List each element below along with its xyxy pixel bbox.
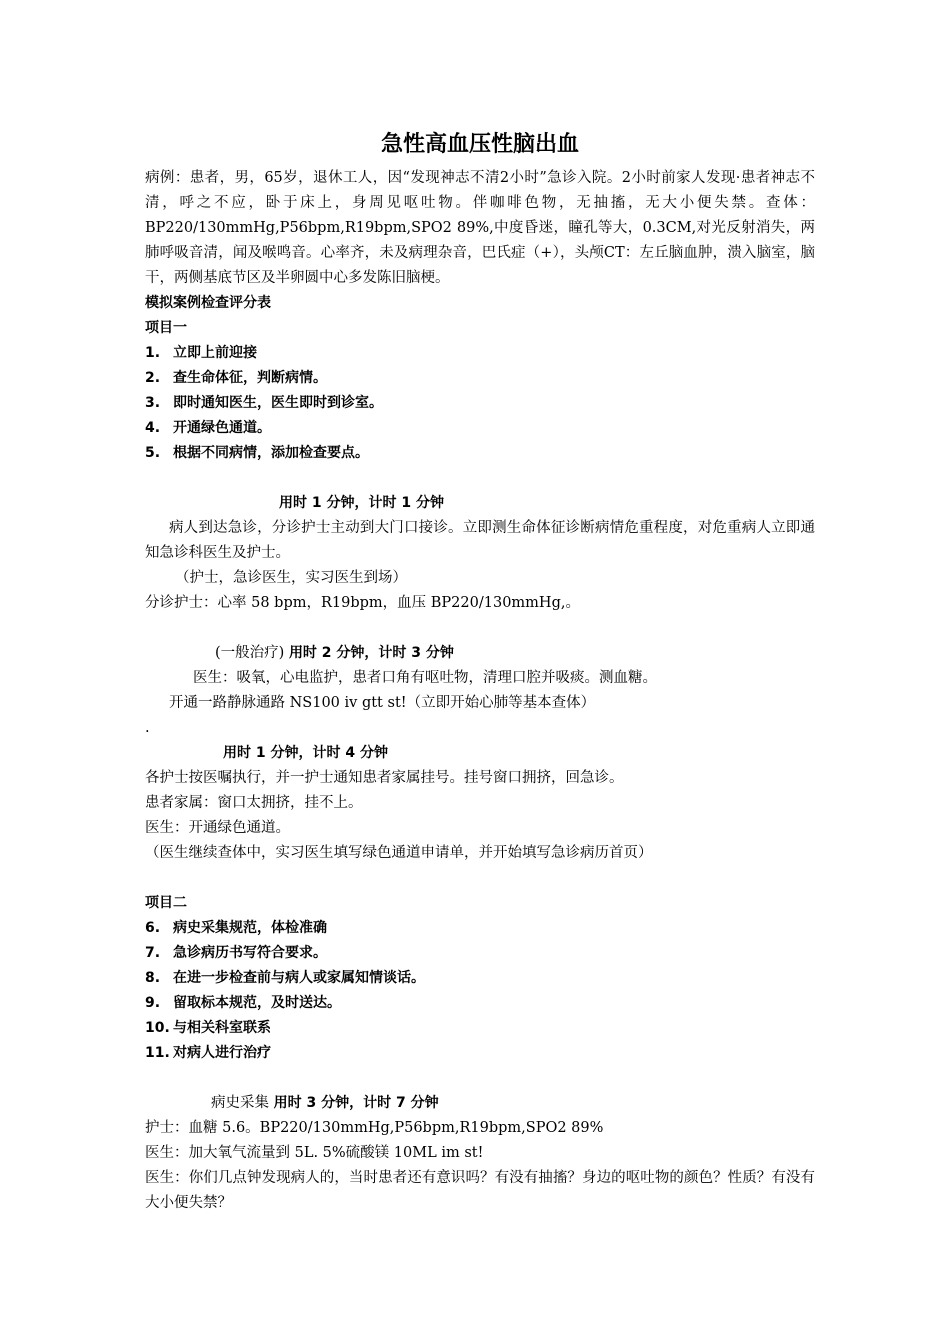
list-item: 6. 病史采集规范，体检准确 <box>145 920 327 936</box>
section3-line1: 各护士按医嘱执行，并一护士通知患者家属挂号。挂号窗口拥挤，回急诊。 <box>145 770 624 786</box>
list-item: 11. 对病人进行治疗 <box>145 1045 271 1061</box>
document-page <box>145 130 815 1216</box>
section2-doctor-order: 医生：吸氧，心电监护，患者口角有呕吐物，清理口腔并吸痰。测血糖。 <box>193 670 657 686</box>
section3-line2: 患者家属：窗口太拥挤，挂不上。 <box>145 795 363 811</box>
section1-paragraph: 病人到达急诊，分诊护士主动到大门口接诊。立即测生命体征诊断病情危重程度，对危重病人立即通知急诊科医生及护士。 <box>145 520 815 561</box>
section1-vitals: 分诊护士：心率 58 bpm，R19bpm，血压 BP220/130mmHg,。 <box>145 595 580 611</box>
section2-dot: . <box>145 720 150 736</box>
list-item: 2. 查生命体征，判断病情。 <box>145 370 327 386</box>
table-heading: 模拟案例检查评分表 <box>145 295 271 311</box>
list-item: 8. 在进一步检查前与病人或家属知情谈话。 <box>145 970 425 986</box>
project1-heading: 项目一 <box>145 320 187 336</box>
list-item: 1. 立即上前迎接 <box>145 345 257 361</box>
section2-time-line <box>145 641 815 666</box>
section2-time: 用时 2 分钟，计时 3 分钟 <box>288 645 454 661</box>
section3-time: 用时 1 分钟，计时 4 分钟 <box>223 745 388 761</box>
list-item: 7. 急诊病历书写符合要求。 <box>145 945 327 961</box>
document-title: 急性高血压性脑出血 <box>380 132 579 157</box>
section4-doctor-question: 医生：你们几点钟发现病人的，当时患者还有意识吗？有没有抽搐？身边的呕吐物的颜色？性质？有没有大小便失禁？ <box>145 1170 815 1211</box>
project1-list <box>145 341 815 466</box>
section4-doctor-order: 医生：加大氧气流量到 5L. 5%硫酸镁 10ML im st! <box>145 1145 484 1161</box>
section3-line3: 医生：开通绿色通道。 <box>145 820 290 836</box>
section4-time-line <box>145 1091 815 1116</box>
section2-iv-line: 开通一路静脉通路 NS100 iv gtt st!（立即开始心肺等基本查体） <box>169 695 596 711</box>
project2-list <box>145 916 815 1066</box>
list-item: 4. 开通绿色通道。 <box>145 420 271 436</box>
section1-time: 用时 1 分钟，计时 1 分钟 <box>279 495 444 511</box>
section2-prefix: (一般治疗) <box>215 645 285 661</box>
section4-nurse: 护士：血糖 5.6。BP220/130mmHg,P56bpm,R19bpm,SPO2 89% <box>145 1120 604 1136</box>
section4-prefix: 病史采集 <box>211 1095 269 1111</box>
section1-note: （护士，急诊医生，实习医生到场） <box>175 570 407 586</box>
section4-time: 用时 3 分钟，计时 7 分钟 <box>273 1095 439 1111</box>
list-item: 5. 根据不同病情，添加检查要点。 <box>145 445 369 461</box>
project2-heading: 项目二 <box>145 895 187 911</box>
list-item: 9. 留取标本规范，及时送达。 <box>145 995 341 1011</box>
list-item: 10. 与相关科室联系 <box>145 1020 271 1036</box>
list-item: 3. 即时通知医生，医生即时到诊室。 <box>145 395 383 411</box>
section3-line4: （医生继续查体中，实习医生填写绿色通道申请单，并开始填写急诊病历首页） <box>145 845 653 861</box>
case-description: 病例：患者，男，65岁，退休工人，因“发现神志不清2小时”急诊入院。2小时前家人发现·患者神志不清，呼之不应，卧于床上，身周见呕吐物。伴咖啡色物，无抽搐，无大小便失禁。查体：BP220/130mmHg,P56bpm,R19bpm,SPO2 89%,中度昏迷，瞳孔等大，0.3CM,对光反射消失，两肺呼吸音清，闻及喉鸣音。心率齐，未及病理杂音，巴氏症（+），头颅CT：左丘脑血肿，溃入脑室，脑干，两侧基底节区及半卵圆中心多发陈旧脑梗。 <box>145 170 815 286</box>
